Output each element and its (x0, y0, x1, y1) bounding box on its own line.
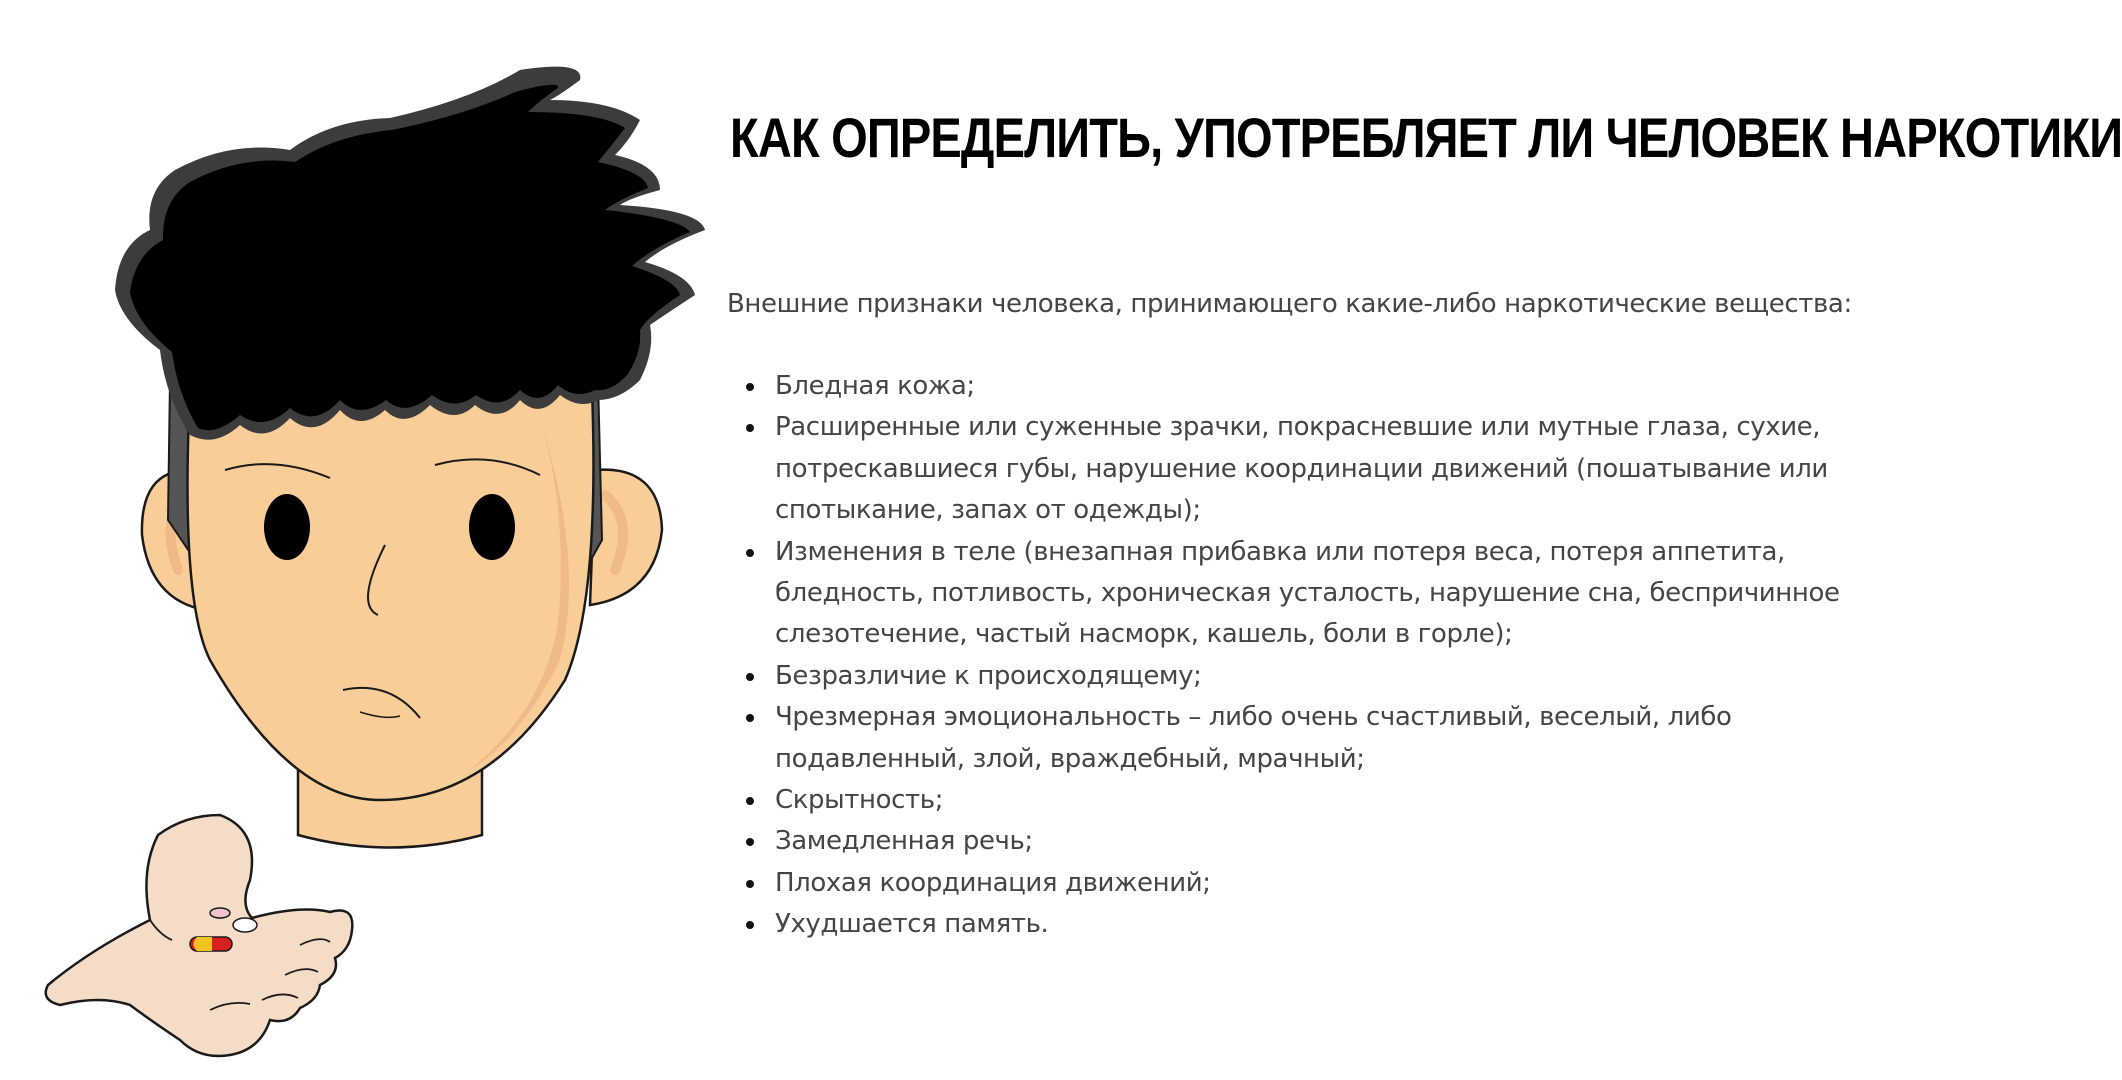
list-item: Бледная кожа; (775, 366, 1925, 407)
face (188, 390, 594, 800)
list-item: Безразличие к происходящему; (775, 656, 1925, 697)
signs-list (727, 366, 1925, 946)
hand-with-pills (46, 815, 353, 1056)
left-eye (264, 494, 310, 560)
list-item: Замедленная речь; (775, 821, 1925, 862)
list-item: Расширенные или суженные зрачки, покрасневшие или мутные глаза, сухие, потрескавшиеся губы, нарушение координации движений (пошатывание или спотыкание, запах от одежды); (775, 407, 1925, 531)
intro-text: Внешние признаки человека, принимающего какие-либо наркотические вещества: (727, 289, 1852, 319)
list-item: Плохая координация движений; (775, 863, 1925, 904)
hair (115, 67, 705, 440)
worried-man-illustration (0, 0, 720, 1080)
page-title: КАК ОПРЕДЕЛИТЬ, УПОТРЕБЛЯЕТ ЛИ ЧЕЛОВЕК НАРКОТИКИ (730, 106, 2122, 169)
list-item: Скрытность; (775, 780, 1925, 821)
list-item: Чрезмерная эмоциональность – либо очень счастливый, веселый, либо подавленный, злой, враждебный, мрачный; (775, 697, 1925, 780)
right-eye (469, 494, 515, 560)
pill-pink (210, 908, 230, 918)
pill-white (233, 918, 257, 932)
list-item: Изменения в теле (внезапная прибавка или потеря веса, потеря аппетита, бледность, потливость, хроническая усталость, нарушение сна, беспричинное слезотечение, частый насморк, кашель, боли в горле); (775, 532, 1925, 656)
list-item: Ухудшается память. (775, 904, 1925, 945)
